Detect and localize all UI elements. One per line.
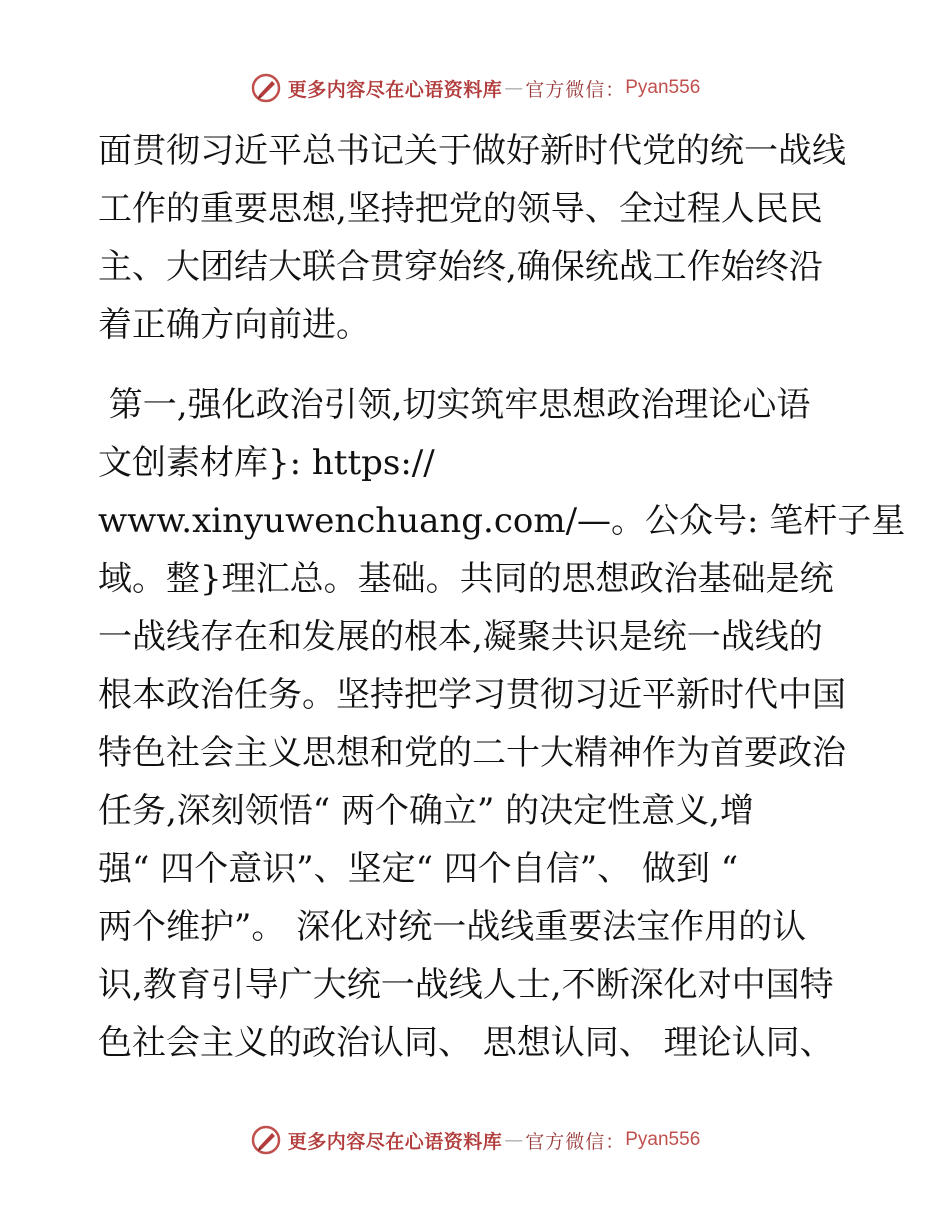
watermark-separator: — (504, 1129, 524, 1151)
text-line: 识,教育引导广大统一战线人士,不断深化对中国特 (98, 965, 834, 1005)
watermark-brand: 更多内容尽在心语资料库 (287, 1130, 503, 1153)
pen-logo-icon (250, 1124, 282, 1156)
text-line: 根本政治任务。坚持把学习贯彻习近平新时代中国 (98, 675, 846, 715)
text-line: 一战线存在和发展的根本,凝聚共识是统一战线的 (98, 617, 823, 657)
paragraph-1 (98, 122, 858, 354)
watermark-header (0, 72, 950, 104)
watermark-wechat-label: 官方微信： (525, 1130, 626, 1153)
watermark-brand: 更多内容尽在心语资料库 (287, 78, 503, 101)
text-line: 文创素材库}: https:// (98, 443, 435, 483)
text-line: 两个维护”。 深化对统一战线重要法宝作用的认 (98, 907, 807, 947)
text-line: 域。整}理汇总。基础。共同的思想政治基础是统 (98, 559, 834, 599)
text-line: 主、大团结大联合贯穿始终,确保统战工作始终沿 (98, 247, 823, 287)
text-line: 着正确方向前进。 (98, 305, 370, 345)
watermark-wechat-id: Pyan556 (625, 1129, 701, 1150)
paragraph-2 (98, 376, 906, 1072)
text-line: 工作的重要思想,坚持把党的领导、全过程人民民 (98, 189, 823, 229)
pen-logo-icon (250, 72, 282, 104)
watermark-wechat-id: Pyan556 (625, 77, 701, 98)
text-line: 色社会主义的政治认同、 思想认同、 理论认同、 (98, 1023, 834, 1063)
text-line: www.xinyuwenchuang.com/—。公众号: 笔杆子星 (98, 501, 906, 541)
text-line: 面贯彻习近平总书记关于做好新时代党的统一战线 (98, 131, 846, 171)
text-line: 特色社会主义思想和党的二十大精神作为首要政治 (98, 733, 846, 773)
text-line: 强“ 四个意识”、坚定“ 四个自信”、 做到 “ (98, 849, 739, 889)
watermark-separator: — (504, 77, 524, 99)
text-line: 第一,强化政治引领,切实筑牢思想政治理论心语 (98, 385, 811, 425)
watermark-wechat-label: 官方微信： (525, 78, 626, 101)
document-body (98, 122, 906, 1072)
watermark-footer (0, 1124, 950, 1156)
paragraph-gap (98, 354, 858, 376)
text-line: 任务,深刻领悟“ 两个确立” 的决定性意义,增 (98, 791, 754, 831)
